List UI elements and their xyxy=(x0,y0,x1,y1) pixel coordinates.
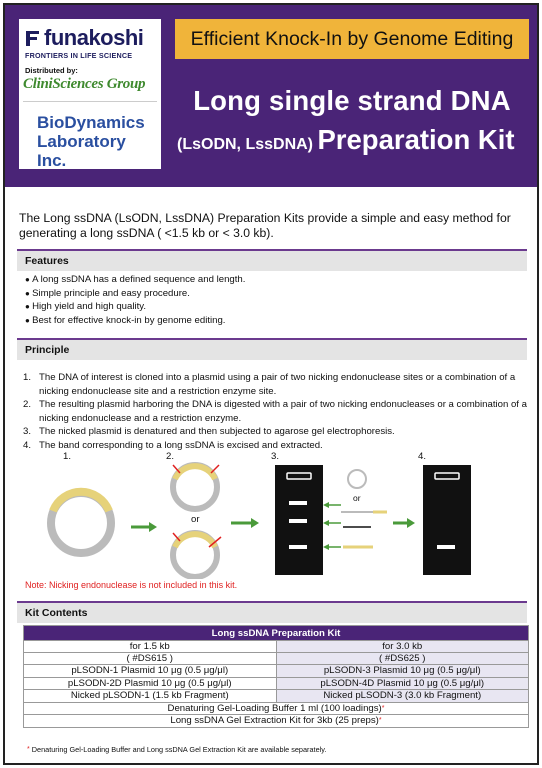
table-cell: pLSODN-2D Plasmid 10 μg (0.5 μg/μl) xyxy=(24,677,277,690)
table-row xyxy=(24,641,529,653)
table-row xyxy=(24,690,529,703)
table-cell: Nicked pLSODN-1 (1.5 kb Fragment) xyxy=(24,690,277,703)
table-cell: Denaturing Gel-Loading Buffer 1 ml (100 loadings)* xyxy=(24,702,529,715)
diagram-graphics xyxy=(23,451,529,579)
funakoshi-logo: funakoshi xyxy=(25,25,143,51)
table-row xyxy=(24,665,529,678)
gel-icon xyxy=(275,465,323,575)
features-heading-label: Features xyxy=(25,255,69,267)
diagram-label-1: 1. xyxy=(63,451,72,462)
title-abbrev: (LsODN, LssDNA) xyxy=(177,136,318,153)
nicked-plasmid-icon-alt xyxy=(173,533,221,577)
banner xyxy=(175,19,529,59)
col2-head: for 3.0 kb xyxy=(276,641,529,653)
kit-contents-heading xyxy=(17,601,527,623)
distributor-logo: CliniSciences Group xyxy=(23,76,146,92)
table-row xyxy=(24,702,529,715)
table-row xyxy=(24,677,529,690)
funakoshi-mark-icon xyxy=(25,29,41,47)
table-row xyxy=(24,653,529,665)
title-line1: Long single strand DNA xyxy=(193,85,511,116)
gel-icon-result xyxy=(423,465,471,575)
arrow-icon xyxy=(393,518,415,528)
intro-text: The Long ssDNA (LsODN, LssDNA) Preparation Kits provide a simple and easy method for generating a long ssDNA ( <1.5 kb or < 3.0 kb). xyxy=(19,211,511,240)
manufacturer-line1: BioDynamics xyxy=(37,113,145,132)
header xyxy=(5,5,537,187)
title-kit: Preparation Kit xyxy=(317,124,515,155)
list-item: 2. The resulting plasmid harboring the DNA is digested with a pair of two nicking endonucleases or a combination of a nicking endonuclease and a restriction enzyme. xyxy=(23,399,527,424)
distributed-by-label: Distributed by: xyxy=(25,66,78,75)
star-mark: * xyxy=(378,717,382,725)
principle-heading xyxy=(17,338,527,360)
note-text: Note: Nicking endonuclease is not included in this kit. xyxy=(25,580,238,590)
col1-head: for 1.5 kb xyxy=(24,641,277,653)
list-item: ● High yield and high quality. xyxy=(25,300,245,314)
list-item: ● Best for effective knock-in by genome editing. xyxy=(25,314,245,328)
table-row xyxy=(24,715,529,728)
nicked-plasmid-icon xyxy=(173,465,219,509)
table-cell: Long ssDNA Gel Extraction Kit for 3kb (25 preps)* xyxy=(24,715,529,728)
arrow-icon xyxy=(231,518,259,528)
principle-heading-label: Principle xyxy=(25,344,70,356)
features-list xyxy=(25,273,245,327)
list-item: 1. The DNA of interest is cloned into a plasmid using a pair of two nicking endonuclease sites or a combination of a nicking endonuclease site and a restriction enzyme site. xyxy=(23,372,516,397)
diagram-label-3: 3. xyxy=(271,451,280,462)
kit-contents-heading-label: Kit Contents xyxy=(25,607,88,619)
manufacturer-line2: Laboratory Inc. xyxy=(37,132,126,170)
list-item: ● Simple principle and easy procedure. xyxy=(25,287,245,301)
table-row xyxy=(24,626,529,641)
col1-code: ( #DS615 ) xyxy=(24,653,277,665)
banner-text: Efficient Knock-In by Genome Editing xyxy=(190,28,514,50)
kit-table xyxy=(23,625,529,728)
footnote: * Denaturing Gel-Loading Buffer and Long ssDNA Gel Extraction Kit are available separately. xyxy=(27,745,327,754)
manufacturer-logo xyxy=(37,113,147,170)
title-line2 xyxy=(177,124,533,156)
table-cell: pLSODN-3 Plasmid 10 μg (0.5 μg/μl) xyxy=(276,665,529,678)
table-cell: pLSODN-4D Plasmid 10 μg (0.5 μg/μl) xyxy=(276,677,529,690)
logo-panel xyxy=(19,19,161,169)
dna-fragment-icons xyxy=(323,470,387,550)
brand-tagline: FRONTIERS IN LIFE SCIENCE xyxy=(25,51,133,60)
principle-diagram xyxy=(23,451,529,579)
flyer-page xyxy=(3,3,539,765)
list-item: 3. The nicked plasmid is denatured and then subjected to agarose gel electrophoresis. xyxy=(23,426,395,438)
star-mark: * xyxy=(381,704,385,712)
or-label: or xyxy=(191,514,200,525)
star-mark: * xyxy=(27,746,30,753)
principle-steps xyxy=(23,371,529,453)
table-cell: pLSODN-1 Plasmid 10 μg (0.5 μg/μl) xyxy=(24,665,277,678)
table-cell: Nicked pLSODN-3 (3.0 kb Fragment) xyxy=(276,690,529,703)
list-item: 4. The band corresponding to a long ssDNA is excised and extracted. xyxy=(23,439,323,451)
diagram-label-4: 4. xyxy=(418,451,427,462)
or-label-small: or xyxy=(353,493,361,503)
list-item: ● A long ssDNA has a defined sequence and length. xyxy=(25,273,245,287)
logo-divider xyxy=(23,101,157,102)
arrow-icon xyxy=(131,522,157,532)
table-title: Long ssDNA Preparation Kit xyxy=(24,626,529,641)
col2-code: ( #DS625 ) xyxy=(276,653,529,665)
diagram-label-2: 2. xyxy=(166,451,175,462)
features-heading xyxy=(17,249,527,271)
plasmid-icon xyxy=(51,492,111,553)
